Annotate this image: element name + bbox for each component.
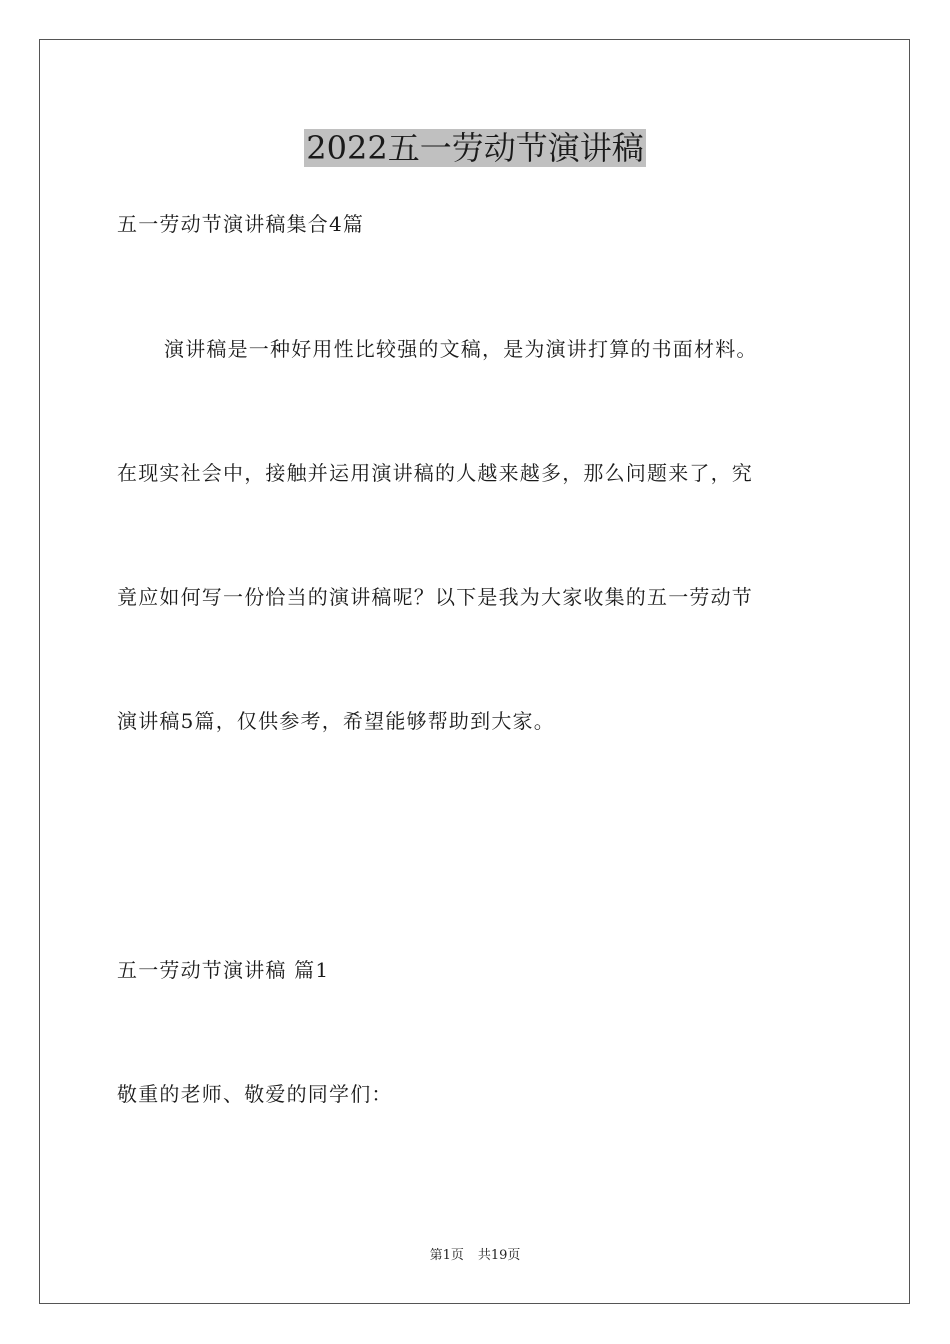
intro-line-3: 竟应如何写一份恰当的演讲稿呢？以下是我为大家收集的五一劳动节 [117, 585, 753, 609]
page-number: 第1页 [429, 1248, 464, 1263]
document-title-text: 2022五一劳动节演讲稿 [306, 129, 644, 167]
intro-line-1: 演讲稿是一种好用性比较强的文稿，是为演讲打算的书面材料。 [164, 337, 758, 361]
intro-line-4: 演讲稿5篇，仅供参考，希望能够帮助到大家。 [117, 709, 555, 733]
section-heading: 五一劳动节演讲稿 篇1 [117, 958, 330, 982]
total-pages: 共19页 [477, 1248, 521, 1263]
intro-line-2: 在现实社会中，接触并运用演讲稿的人越来越多，那么问题来了，究 [117, 461, 753, 485]
document-subtitle: 五一劳动节演讲稿集合4篇 [117, 212, 365, 236]
page-footer [0, 1247, 950, 1265]
greeting-line: 敬重的老师、敬爱的同学们： [117, 1082, 393, 1106]
document-title [0, 128, 950, 168]
